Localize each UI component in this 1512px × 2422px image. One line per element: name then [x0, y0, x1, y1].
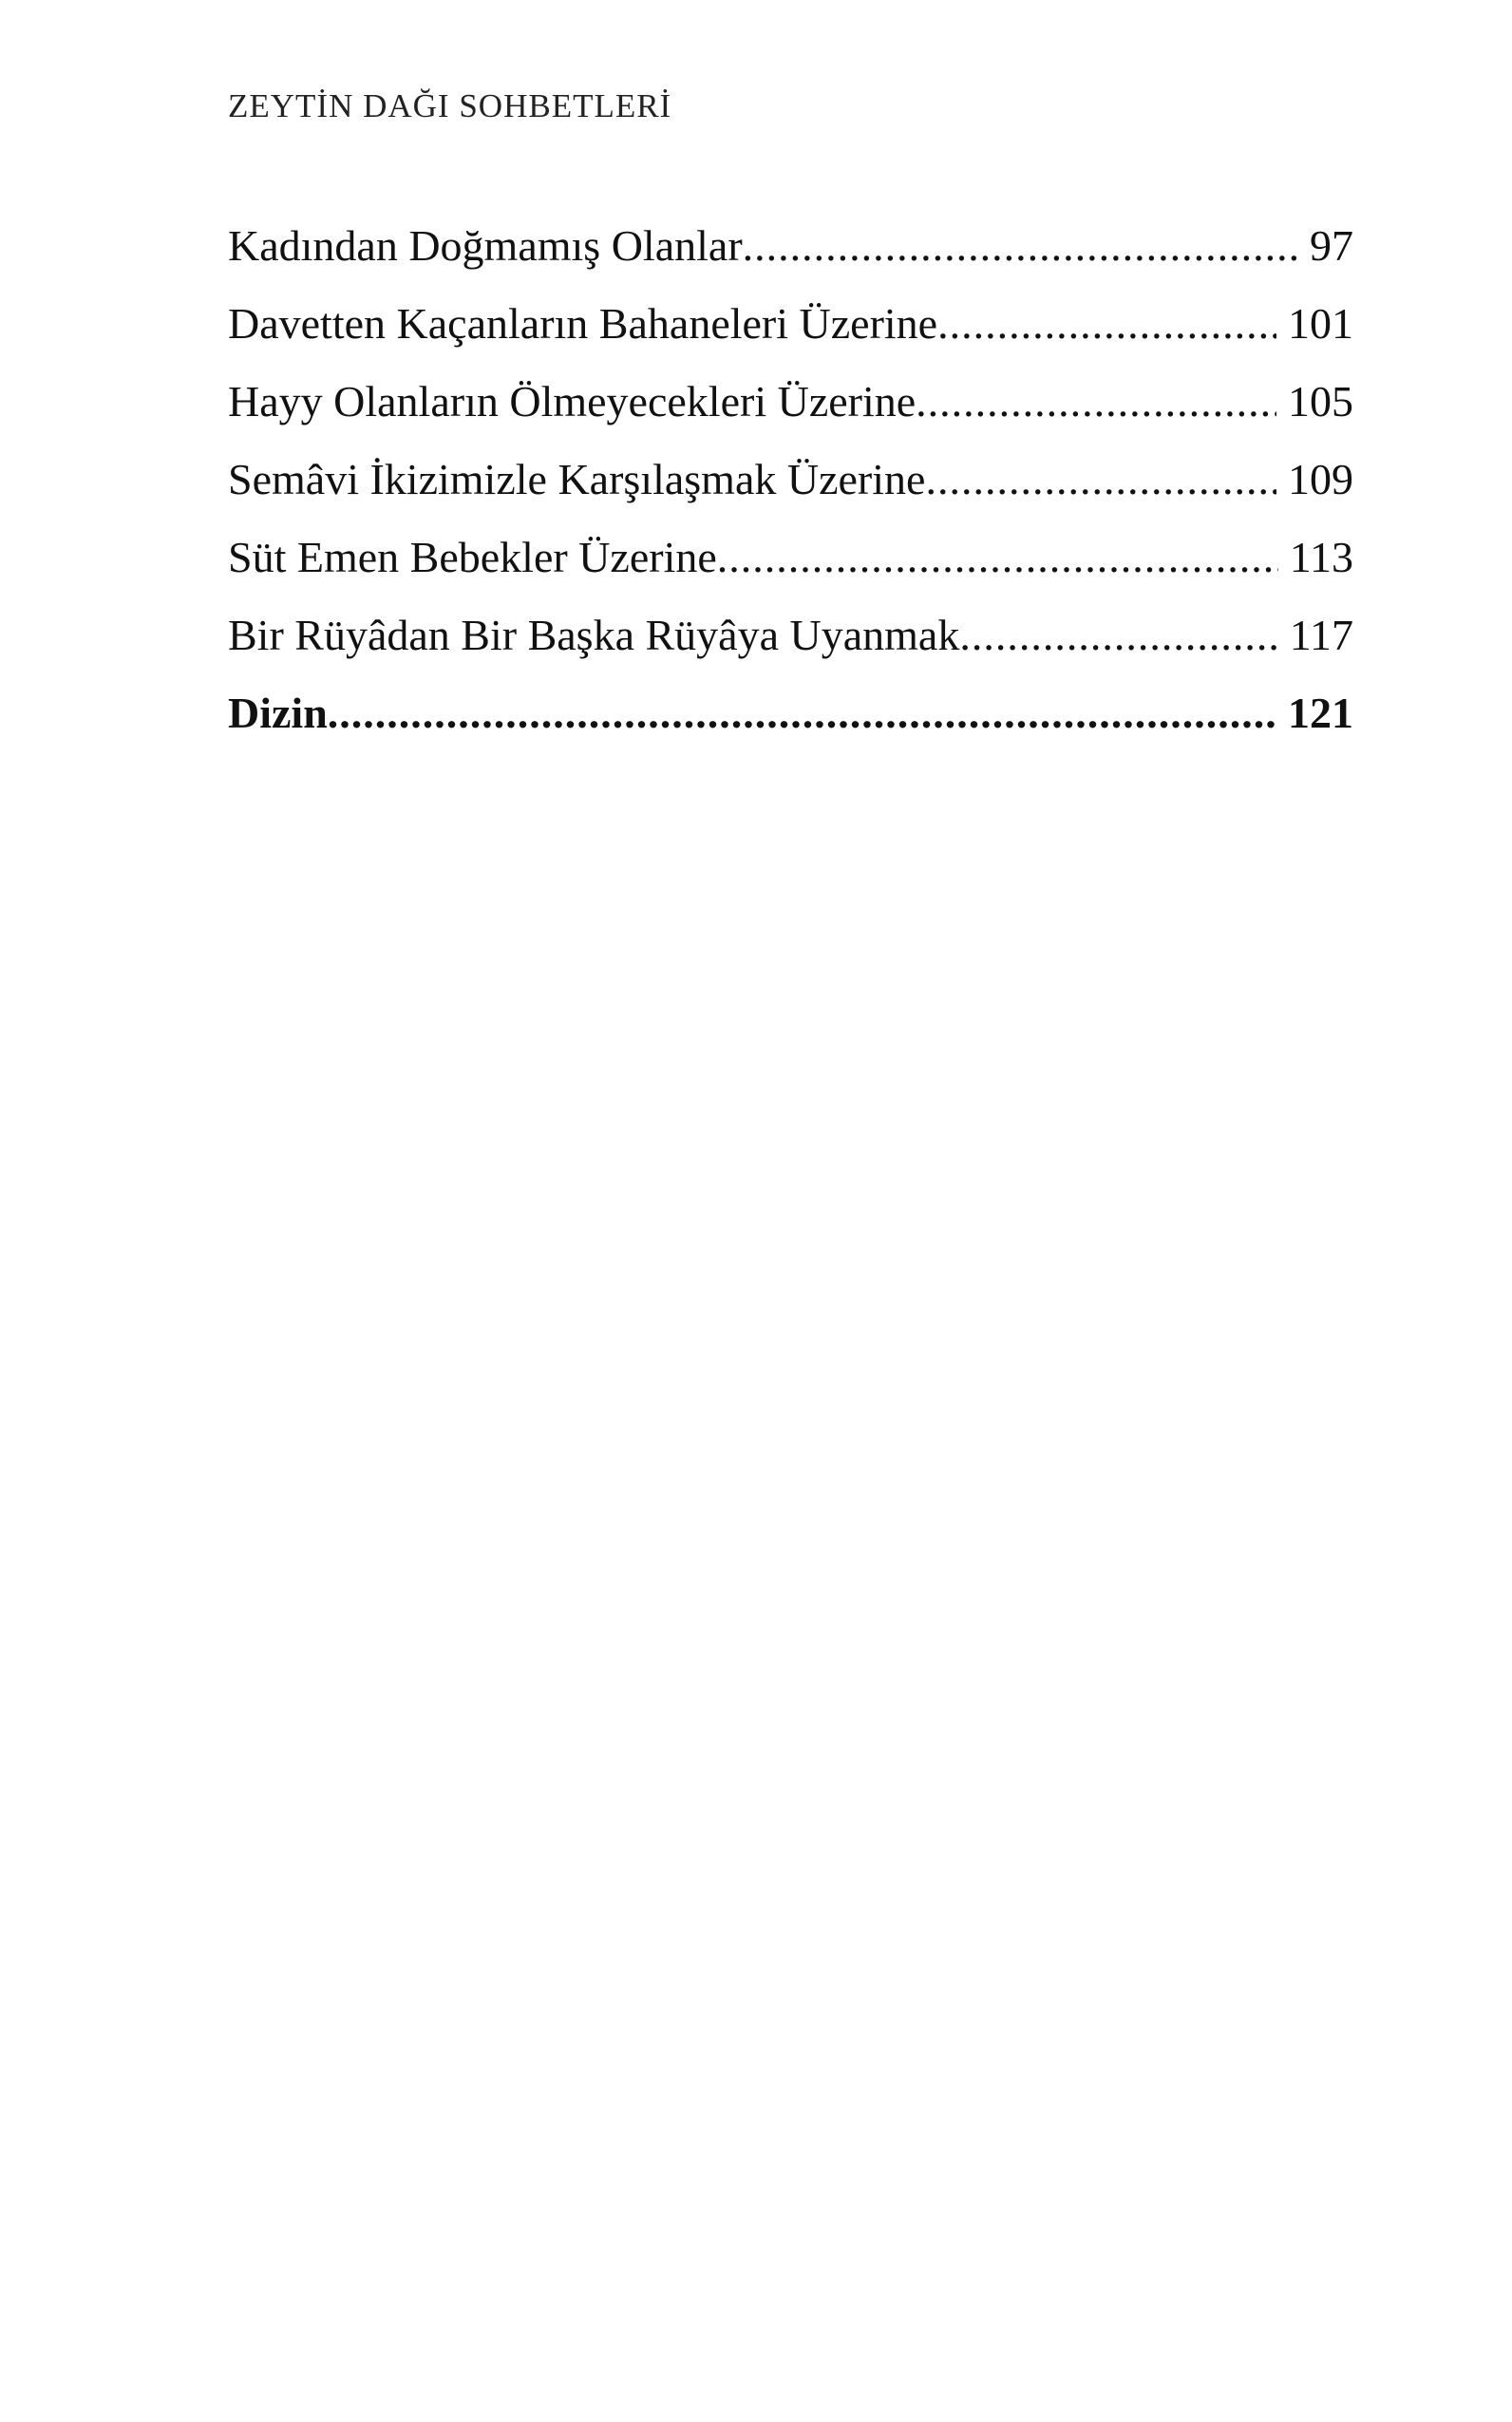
toc-entry	[228, 454, 1353, 532]
toc-dot-leader	[916, 376, 1276, 426]
toc-entry	[228, 610, 1353, 688]
toc-entry-index	[228, 688, 1353, 766]
toc-dot-leader	[717, 532, 1278, 582]
toc-entry-page: 101	[1288, 299, 1353, 348]
toc-dot-leader	[328, 688, 1276, 738]
toc-entry-page: 113	[1289, 533, 1353, 581]
toc-entry-title: Dizin	[228, 689, 328, 737]
toc-dot-leader	[743, 220, 1298, 271]
toc-entry-page: 105	[1288, 377, 1353, 426]
toc-entry	[228, 376, 1353, 454]
toc-entry	[228, 298, 1353, 376]
table-of-contents	[228, 220, 1353, 766]
toc-dot-leader	[925, 454, 1276, 504]
toc-entry-title: Bir Rüyâdan Bir Başka Rüyâya Uyanmak	[228, 611, 960, 659]
toc-dot-leader	[937, 298, 1276, 349]
running-header: ZEYTİN DAĞI SOHBETLERİ	[228, 87, 672, 124]
toc-entry-title: Semâvi İkizimizle Karşılaşmak Üzerine	[228, 455, 926, 503]
toc-entry-title: Süt Emen Bebekler Üzerine	[228, 533, 717, 581]
toc-entry-page: 121	[1288, 689, 1353, 737]
toc-entry-title: Kadından Doğmamış Olanlar	[228, 221, 743, 270]
toc-dot-leader	[959, 610, 1277, 660]
toc-entry-title: Hayy Olanların Ölmeyecekleri Üzerine	[228, 377, 917, 426]
toc-entry	[228, 532, 1353, 610]
toc-entry-title: Davetten Kaçanların Bahaneleri Üzerine	[228, 299, 938, 348]
toc-entry-page: 97	[1310, 221, 1353, 270]
toc-entry-page: 117	[1289, 611, 1353, 659]
toc-entry-page: 109	[1288, 455, 1353, 503]
toc-entry	[228, 220, 1353, 298]
